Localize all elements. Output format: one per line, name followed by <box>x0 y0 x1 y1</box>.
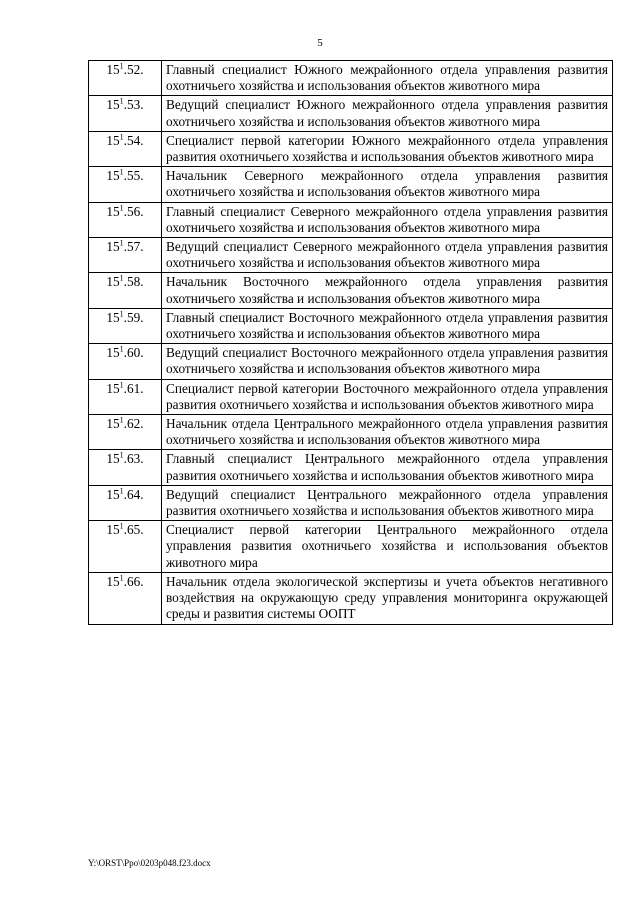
item-number-superscript: 1 <box>119 573 124 583</box>
item-number <box>89 521 162 573</box>
position-title: Главный специалист Северного межрайонного отдела управления развития охотничьего хозяйства и использования объектов животного мира <box>162 202 613 237</box>
item-number-prefix: 15 <box>106 168 120 184</box>
item-number-prefix: 15 <box>106 62 120 77</box>
item-number <box>89 308 162 343</box>
item-number-suffix: .53. <box>123 97 144 113</box>
item-number-prefix: 15 <box>106 309 120 325</box>
page-number: 5 <box>317 37 323 49</box>
item-number <box>89 61 162 96</box>
item-number-prefix: 15 <box>106 522 120 538</box>
table-row <box>89 344 613 379</box>
table-row <box>89 273 613 308</box>
table-row <box>89 167 613 202</box>
item-number <box>89 572 162 624</box>
item-number-prefix: 15 <box>106 451 120 467</box>
item-number <box>89 450 162 485</box>
table-row <box>89 572 613 624</box>
table-row <box>89 238 613 273</box>
position-title: Ведущий специалист Северного межрайонного отдела управления развития охотничьего хозяйства и использования объектов животного мира <box>162 238 613 273</box>
item-number-suffix: .60. <box>123 345 144 361</box>
item-number-superscript: 1 <box>119 521 124 531</box>
positions-table-body <box>89 61 613 625</box>
position-title: Начальник Северного межрайонного отдела управления развития охотничьего хозяйства и использования объектов животного мира <box>162 167 613 202</box>
item-number-superscript: 1 <box>119 380 124 390</box>
position-title: Начальник отдела Центрального межрайонного отдела управления развития охотничьего хозяйства и использования объектов животного мира <box>162 415 613 450</box>
position-title: Главный специалист Центрального межрайонного отдела управления развития охотничьего хозяйства и использования объектов животного мира <box>162 450 613 485</box>
item-number-superscript: 1 <box>119 61 124 71</box>
footer-file-path: Y:\ORST\Ppo\0203p048.f23.docx <box>88 858 211 868</box>
table-row <box>89 61 613 96</box>
item-number-prefix: 15 <box>106 203 120 219</box>
item-number-suffix: .61. <box>123 380 144 396</box>
table-row <box>89 415 613 450</box>
item-number <box>89 415 162 450</box>
item-number <box>89 485 162 520</box>
item-number-suffix: .56. <box>123 203 144 219</box>
item-number-suffix: .66. <box>123 573 144 589</box>
table-row <box>89 485 613 520</box>
position-title: Специалист первой категории Южного межрайонного отдела управления развития охотничьего хозяйства и использования объектов животного мира <box>162 131 613 166</box>
item-number-superscript: 1 <box>119 415 124 425</box>
item-number-superscript: 1 <box>119 486 124 496</box>
item-number <box>89 131 162 166</box>
table-row <box>89 202 613 237</box>
item-number-superscript: 1 <box>119 274 124 284</box>
item-number <box>89 379 162 414</box>
position-title: Начальник отдела экологической экспертизы и учета объектов негативного воздействия на окружающую среду управления мониторинга окружающей среды и развития системы ООПТ <box>162 572 613 624</box>
item-number-suffix: .54. <box>123 132 144 148</box>
item-number <box>89 167 162 202</box>
position-title: Специалист первой категории Центрального межрайонного отдела управления развития охотничьего хозяйства и использования объектов животного мира <box>162 521 613 573</box>
item-number-suffix: .59. <box>123 309 144 325</box>
item-number-suffix: .63. <box>123 451 144 467</box>
item-number-suffix: .57. <box>123 239 144 255</box>
item-number-prefix: 15 <box>106 132 120 148</box>
table-row <box>89 131 613 166</box>
item-number-superscript: 1 <box>119 96 124 106</box>
table-row <box>89 450 613 485</box>
item-number-superscript: 1 <box>119 238 124 248</box>
position-title: Специалист первой категории Восточного межрайонного отдела управления развития охотничьего хозяйства и использования объектов животного мира <box>162 379 613 414</box>
table-row <box>89 521 613 573</box>
item-number-suffix: .65. <box>123 522 144 538</box>
item-number <box>89 344 162 379</box>
item-number-superscript: 1 <box>119 344 124 354</box>
item-number-prefix: 15 <box>106 573 120 589</box>
item-number <box>89 202 162 237</box>
item-number-prefix: 15 <box>106 416 120 432</box>
item-number-suffix: .52. <box>123 62 144 77</box>
table-row <box>89 308 613 343</box>
item-number-prefix: 15 <box>106 239 120 255</box>
position-title: Главный специалист Восточного межрайонного отдела управления развития охотничьего хозяйства и использования объектов животного мира <box>162 308 613 343</box>
item-number <box>89 96 162 131</box>
item-number-superscript: 1 <box>119 451 124 461</box>
item-number-suffix: .55. <box>123 168 144 184</box>
item-number-superscript: 1 <box>119 203 124 213</box>
item-number-suffix: .58. <box>123 274 144 290</box>
item-number-prefix: 15 <box>106 345 120 361</box>
item-number-superscript: 1 <box>119 132 124 142</box>
item-number <box>89 238 162 273</box>
item-number-prefix: 15 <box>106 274 120 290</box>
positions-table <box>88 60 613 625</box>
item-number-suffix: .62. <box>123 416 144 432</box>
table-row <box>89 379 613 414</box>
item-number-suffix: .64. <box>123 486 144 502</box>
position-title: Ведущий специалист Южного межрайонного отдела управления развития охотничьего хозяйства и использования объектов животного мира <box>162 96 613 131</box>
item-number <box>89 273 162 308</box>
item-number-prefix: 15 <box>106 486 120 502</box>
table-row <box>89 96 613 131</box>
position-title: Начальник Восточного межрайонного отдела управления развития охотничьего хозяйства и использования объектов животного мира <box>162 273 613 308</box>
item-number-prefix: 15 <box>106 380 120 396</box>
item-number-superscript: 1 <box>119 309 124 319</box>
item-number-superscript: 1 <box>119 167 124 177</box>
position-title: Ведущий специалист Восточного межрайонного отдела управления развития охотничьего хозяйства и использования объектов животного мира <box>162 344 613 379</box>
item-number-prefix: 15 <box>106 97 120 113</box>
position-title: Ведущий специалист Центрального межрайонного отдела управления развития охотничьего хозяйства и использования объектов животного мира <box>162 485 613 520</box>
position-title: Главный специалист Южного межрайонного отдела управления развития охотничьего хозяйства и использования объектов животного мира <box>162 61 613 96</box>
